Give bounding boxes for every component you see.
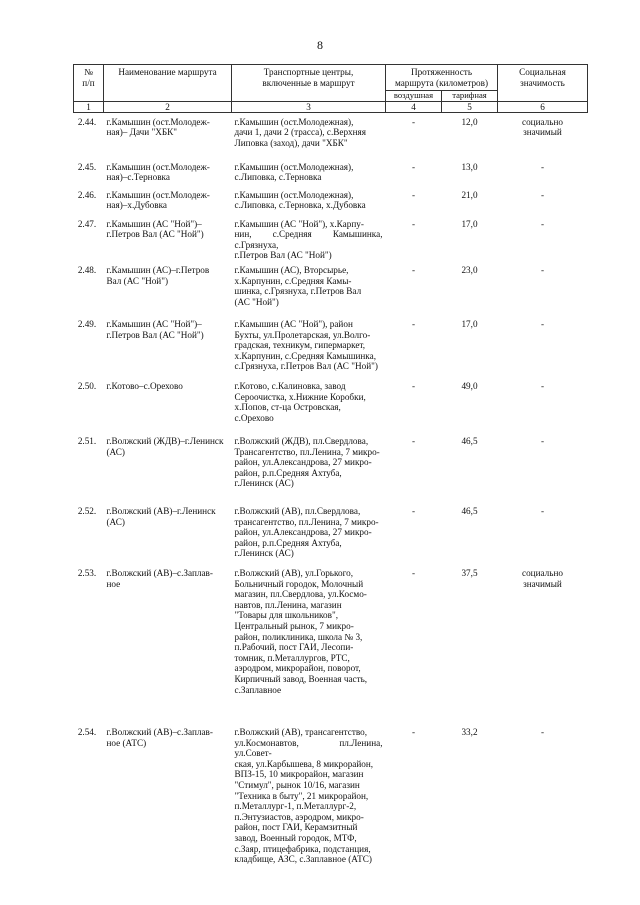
table-row	[74, 432, 588, 502]
route-social-significance: социально значимый	[522, 116, 563, 138]
route-transport-centers: г.Волжский (ЖДВ), пл.Свердлова, Трансагентство, пл.Ленина, 7 микро- район, ул.Александрова, 27 микро- район, р.п.Средняя Ахтуба, г.Ленинск (АС)	[234, 436, 380, 489]
table-row	[74, 215, 588, 261]
route-social-significance: социально значимый	[522, 568, 563, 589]
route-name: г.Камышин (АС "Ной")– г.Петров Вал (АС "Ной")	[106, 319, 204, 340]
route-social-significance: -	[540, 161, 545, 172]
route-air-distance: -	[411, 189, 416, 200]
route-transport-centers: г.Камышин (ост.Молодежная), дачи 1, дачи 2 (трасса), с.Верхняя Липовка (заход), дачи "ХБК"	[234, 116, 367, 148]
route-social-significance: -	[540, 727, 545, 738]
route-tariff-distance: 46,5	[461, 506, 478, 517]
route-name: г.Волжский (ЖДВ)–г.Ленинск (АС)	[106, 436, 224, 457]
route-number: 2.45.	[77, 161, 97, 172]
header-tariff-distance: тарифная	[442, 91, 498, 102]
header-transport-centers: Транспортные центры, включенные в маршрут	[232, 65, 386, 102]
route-tariff-distance: 21,0	[461, 189, 478, 200]
column-number: 4	[386, 101, 442, 112]
route-transport-centers: г.Волжский (АВ), пл.Свердлова, трансагентство, пл.Ленина, 7 микро- район, ул.Александрова, 27 микро- район, р.п.Средняя Ахтуба, г.Ленинск (АС)	[234, 506, 379, 559]
route-tariff-distance: 17,0	[461, 319, 478, 330]
route-tariff-distance: 46,5	[461, 436, 478, 447]
table-row	[74, 261, 588, 315]
table-row	[74, 315, 588, 377]
table-row	[74, 186, 588, 215]
route-name: г.Камышин (ост.Молодеж- ная)–с.Терновка	[106, 161, 210, 183]
route-number: 2.51.	[77, 436, 97, 447]
route-transport-centers: г.Волжский (АВ), трансагентство, ул.Космонавтов, пл.Ленина, ул.Совет- ская, ул.Карбышева, 8 микрорайон, ВПЗ-15, 10 микрорайон, магазин "Стимул", рынок 10/16, магазин "Техника в быту", 21 микрорайон, п.Металлург-1, п.Металлург-2, п.Энтузиастов, аэродром, микро- район, пост ГАИ, Керамзитный завод, Военный городок, МТФ, с.Заяр, птицефабрика, подстанция, кладбище, АЗС, с.Заплавное (АТС)	[234, 727, 383, 865]
route-tariff-distance: 23,0	[461, 265, 478, 276]
route-tariff-distance: 17,0	[461, 218, 478, 229]
route-transport-centers: г.Камышин (АС "Ной"), х.Карпу- нин, с.Средняя Камышинка, с.Грязнуха, г.Петров Вал (АС "Ной")	[234, 218, 383, 261]
header-route-name: Наименование маршрута	[104, 65, 232, 102]
table-row	[74, 158, 588, 186]
route-tariff-distance: 13,0	[461, 161, 478, 172]
route-transport-centers: г.Камышин (АС "Ной"), район Бухты, ул.Пролетарская, ул.Волго- градская, техникум, гипермаркет, х.Карпунин, с.Средняя Камышинка, с.Грязнуха, г.Петров Вал (АС "Ной")	[234, 319, 378, 372]
route-air-distance: -	[411, 265, 416, 276]
route-tariff-distance: 33,2	[461, 727, 478, 738]
route-number: 2.49.	[77, 319, 97, 330]
route-transport-centers: г.Камышин (ост.Молодежная), с.Липовка, с.Терновка, х.Дубовка	[234, 189, 366, 211]
header-num: № п/п	[74, 65, 104, 102]
route-number: 2.52.	[77, 506, 97, 517]
table-body	[74, 112, 588, 865]
route-air-distance: -	[411, 727, 416, 738]
route-transport-centers: г.Котово, с.Калиновка, завод Сероочистка, х.Нижние Коробки, х.Попов, ст-ца Островская, с.Орехово	[234, 381, 366, 423]
route-social-significance: -	[540, 381, 545, 392]
route-tariff-distance: 37,5	[461, 568, 478, 579]
route-number: 2.50.	[77, 381, 97, 392]
route-air-distance: -	[411, 506, 416, 517]
route-air-distance: -	[411, 568, 416, 579]
route-number: 2.44.	[77, 116, 97, 127]
route-air-distance: -	[411, 161, 416, 172]
route-name: г.Камышин (АС)–г.Петров Вал (АС "Ной")	[106, 265, 210, 286]
column-number: 2	[104, 101, 232, 112]
table-row	[74, 502, 588, 564]
route-name: г.Волжский (АВ)–с.Заплав- ное	[106, 568, 213, 589]
route-number: 2.48.	[77, 265, 97, 276]
column-number: 6	[498, 101, 588, 112]
table-row	[74, 723, 588, 865]
route-number: 2.47.	[77, 218, 97, 229]
route-number: 2.54.	[77, 727, 97, 738]
route-air-distance: -	[411, 381, 416, 392]
page-number: 8	[317, 38, 323, 52]
route-transport-centers: г.Камышин (ост.Молодежная), с.Липовка, с.Терновка	[234, 161, 354, 183]
table-row	[74, 112, 588, 158]
table-header	[74, 65, 588, 113]
route-social-significance: -	[540, 506, 545, 517]
table-row	[74, 564, 588, 723]
route-number: 2.46.	[77, 189, 97, 200]
column-number: 5	[442, 101, 498, 112]
route-air-distance: -	[411, 436, 416, 447]
route-name: г.Котово–с.Орехово	[106, 381, 183, 392]
table-row	[74, 377, 588, 432]
route-air-distance: -	[411, 116, 416, 127]
route-social-significance: -	[540, 319, 545, 330]
routes-table	[73, 64, 588, 865]
route-name: г.Камышин (ост.Молодеж- ная)– Дачи "ХБК"	[106, 116, 210, 138]
route-name: г.Волжский (АВ)–с.Заплав- ное (АТС)	[106, 727, 213, 748]
route-tariff-distance: 49,0	[461, 381, 478, 392]
route-transport-centers: г.Волжский (АВ), ул.Горького, Больничный городок, Молочный магазин, пл.Свердлова, ул.Космо- навтов, пл.Ленина, магазин "Товары для школьников", Центральный рынок, 7 микро- район, поликлиника, школа № 3, п.Рабочий, пост ГАИ, Лесопи- томник, п.Металлургов, РТС, аэродром, микрорайон, поворот, Кирпичный завод, Военная часть, с.Заплавное	[234, 568, 368, 695]
route-name: г.Волжский (АВ)–г.Ленинск (АС)	[106, 506, 216, 527]
column-number: 1	[74, 101, 104, 112]
header-social-significance: Социальная значимость	[498, 65, 588, 102]
route-social-significance: -	[540, 218, 545, 229]
route-social-significance: -	[540, 265, 545, 276]
route-tariff-distance: 12,0	[461, 116, 478, 127]
route-air-distance: -	[411, 218, 416, 229]
column-number: 3	[232, 101, 386, 112]
route-air-distance: -	[411, 319, 416, 330]
header-route-length: Протяженность маршрута (километров)	[386, 65, 498, 91]
route-transport-centers: г.Камышин (АС), Вторсырье, х.Карпунин, с.Средняя Камы- шинка, с.Грязнуха, г.Петров Вал (АС "Ной")	[234, 265, 362, 307]
route-number: 2.53.	[77, 568, 97, 579]
route-name: г.Камышин (ост.Молодеж- ная)–х.Дубовка	[106, 189, 210, 211]
route-social-significance: -	[540, 436, 545, 447]
route-name: г.Камышин (АС "Ной")– г.Петров Вал (АС "Ной")	[106, 218, 204, 240]
header-air-distance: воздушная	[386, 91, 442, 102]
route-social-significance: -	[540, 189, 545, 200]
